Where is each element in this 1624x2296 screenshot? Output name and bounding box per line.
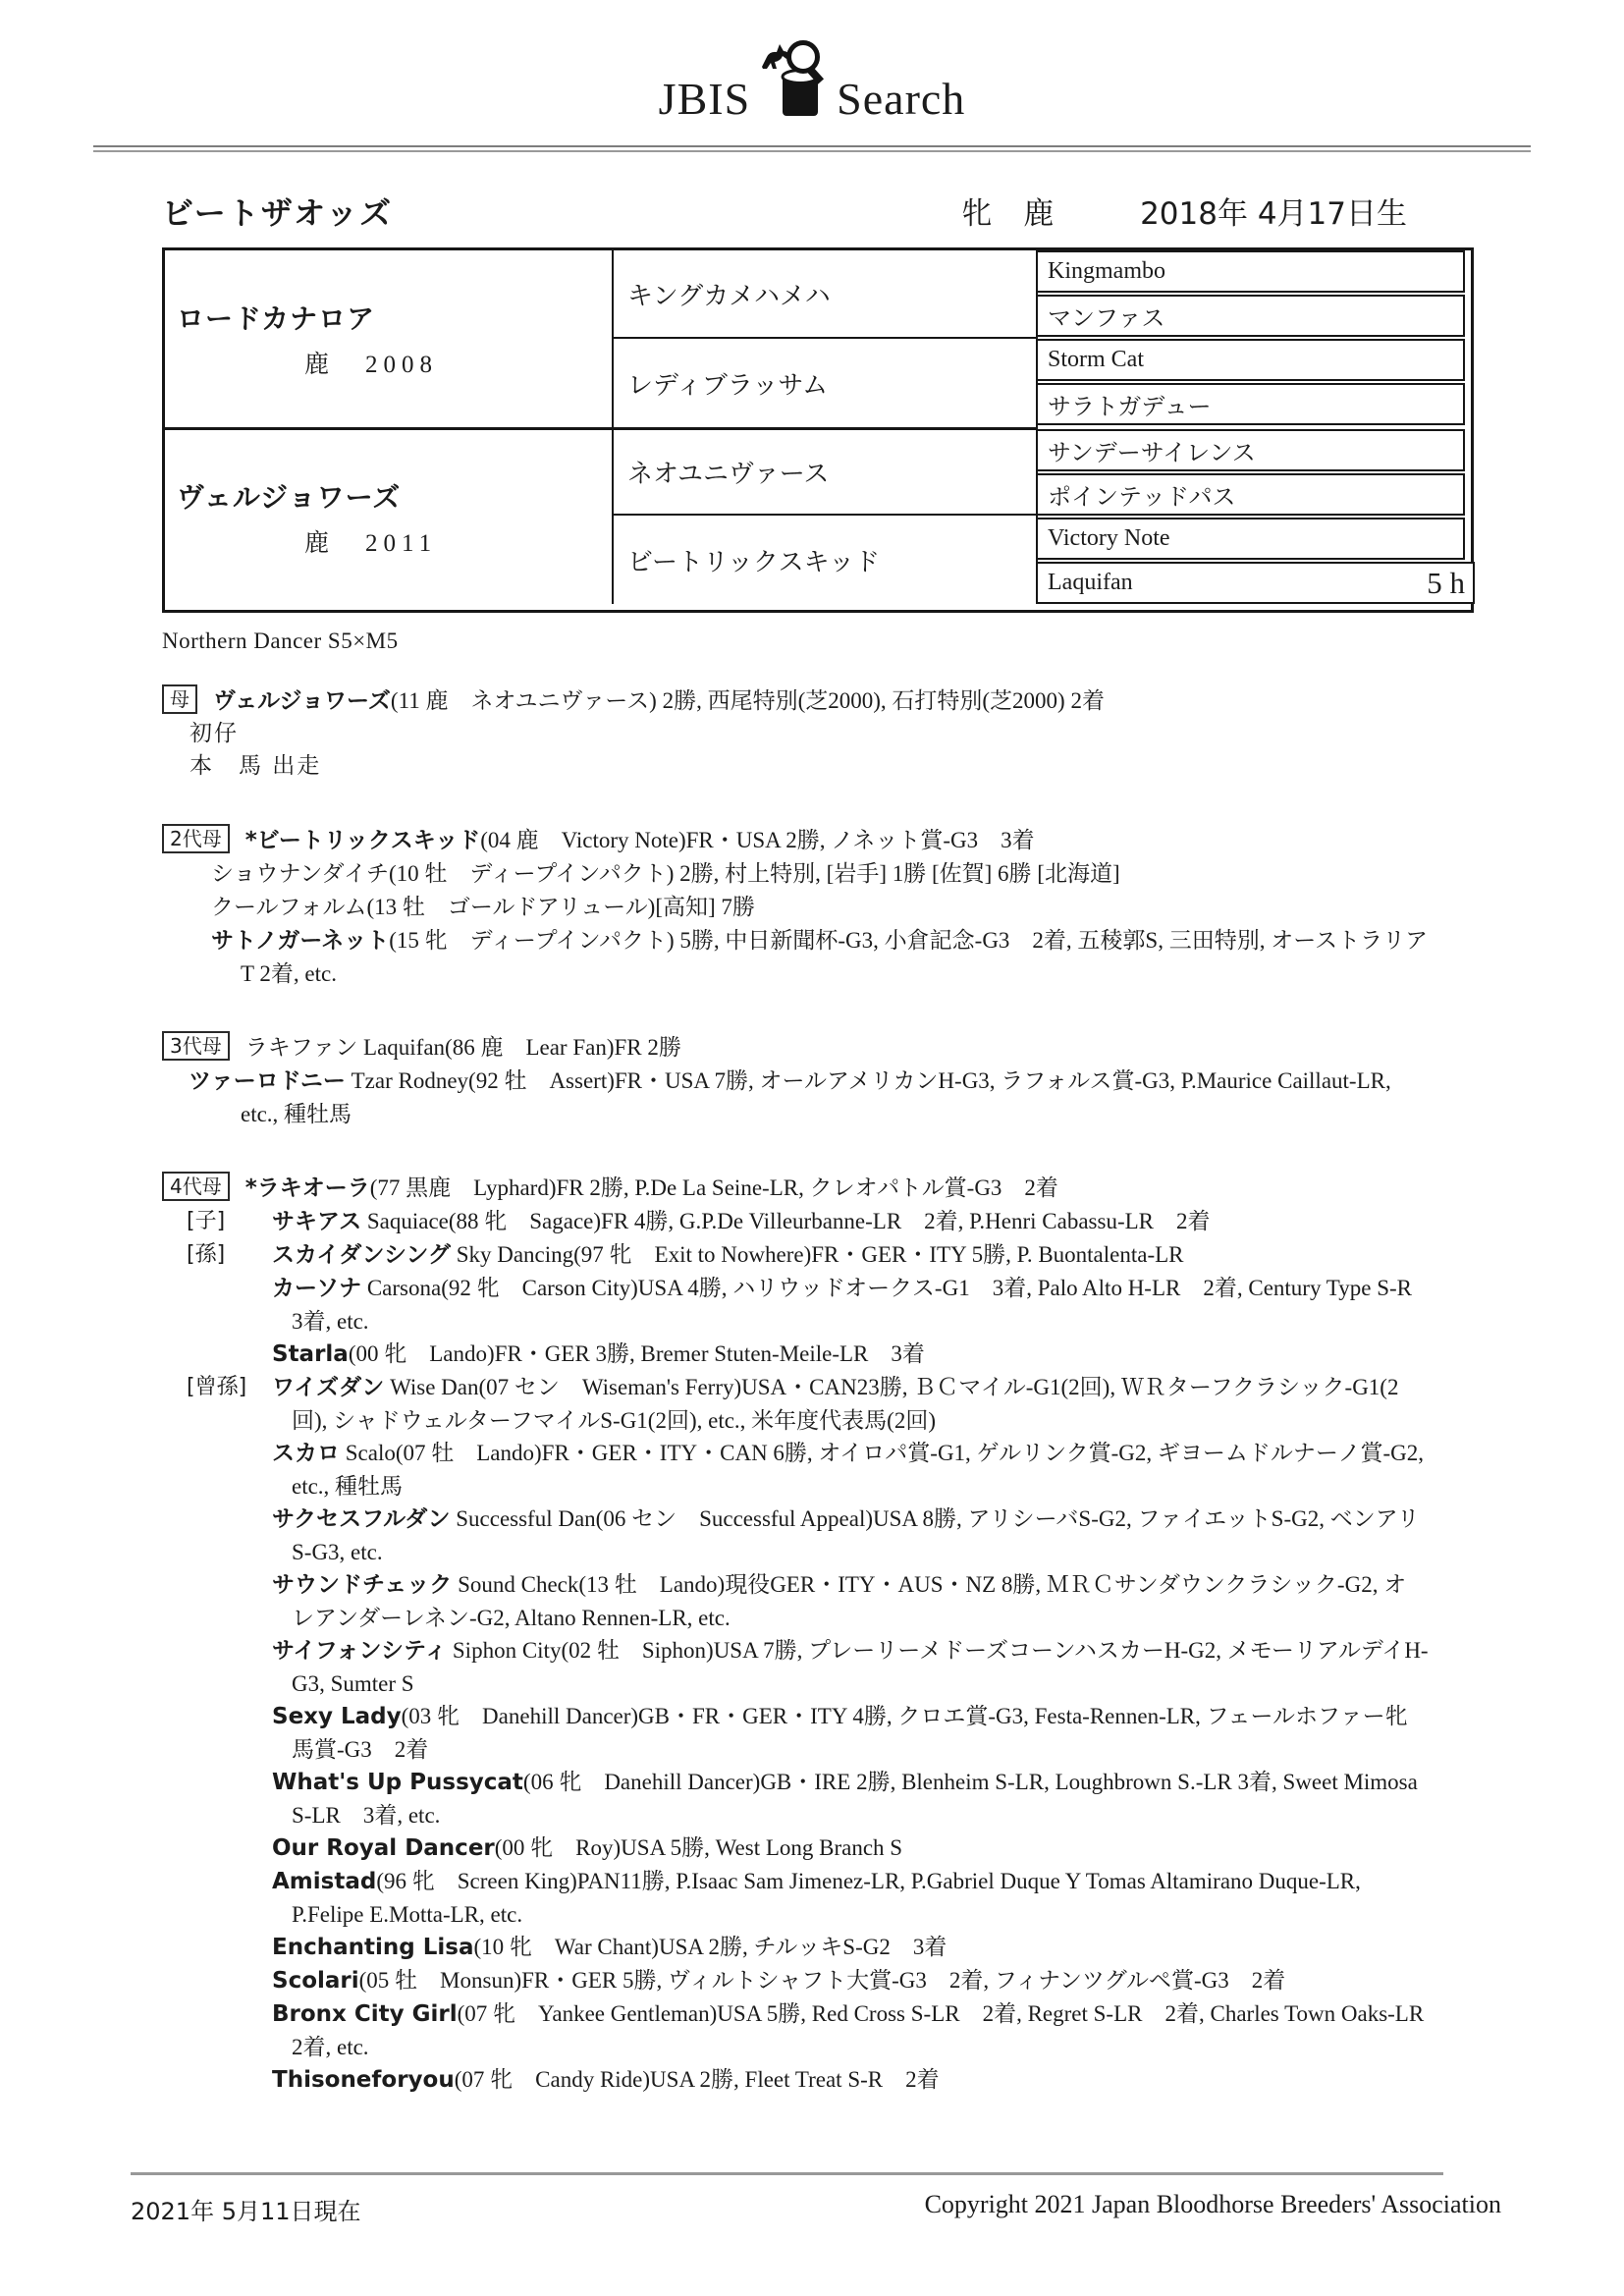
page-note: 5 h <box>1427 565 1465 600</box>
sire-detail: 鹿 2008 <box>304 352 439 378</box>
generation-label: [曾孫] <box>187 1375 247 1399</box>
birth-date: 2018年 4月17日生 <box>1140 196 1407 232</box>
progeny-entry: Our Royal Dancer(00 牝 Roy)USA 5勝, West Long Branch S <box>272 1835 903 1861</box>
jbis-search-logo <box>659 37 966 128</box>
progeny-entry: What's Up Pussycat(06 牝 Danehill Dancer)GB・IRE 2勝, Blenheim S-LR, Loughbrown S.-LR 3着, Sweet Mimosa S-LR 3着, etc. <box>272 1770 1418 1828</box>
dam-detail: 鹿 2011 <box>304 529 438 557</box>
progeny-entry: Amistad(96 牝 Screen King)PAN11勝, P.Isaac Sam Jimenez-LR, P.Gabriel Duque Y Tomas Altamirano Duque-LR, P.Felipe E.Motta-LR, etc. <box>272 1869 1361 1927</box>
gg-cell: マンファス <box>1036 295 1465 337</box>
sire-sire-cell: キングカメハメハ <box>614 250 1038 339</box>
progeny-entry: Bronx City Girl(07 牝 Yankee Gentleman)USA 5勝, Red Cross S-LR 2着, Regret S-LR 2着, Charles Town Oaks-LR 2着, etc. <box>272 2001 1447 2059</box>
title-row <box>162 189 1468 234</box>
generation-label: [孫] <box>187 1242 226 1267</box>
progeny-entry: サイフォンシティ Siphon City(02 牡 Siphon)USA 7勝, プレーリーメドーズコーンハスカーH-G2, メモーリアルデイH-G3, Sumter S <box>272 1638 1429 1696</box>
progeny-entry: Scolari(05 牡 Monsun)FR・GER 5勝, ヴィルトシャフト大賞-G3 2着, フィナンツグルペ賞-G3 2着 <box>272 1968 1286 1994</box>
dam-dam-cell: ビートリックスキッド <box>614 516 1038 604</box>
gg-name: Laquifan <box>1048 570 1133 595</box>
progeny-entry: クールフォルム(13 牡 ゴールドアリュール)[高知] 7勝 <box>211 895 755 919</box>
great-granddam-label-box: 3代母 <box>162 1031 230 1061</box>
dam-entry: 母 ヴェルジョワーズ(11 鹿 ネオユニヴァース) 2勝, 西尾特別(芝2000), 石打特別(芝2000) 2着 <box>162 684 1429 718</box>
gg-cell: Kingmambo <box>1036 250 1465 293</box>
progeny-entry: [孫] スカイダンシング Sky Dancing(97 牝 Exit to Nowhere)FR・GER・ITY 5勝, P. Buontalenta-LR <box>162 1238 1429 1272</box>
section-dam <box>162 684 1429 783</box>
pedigree-table <box>162 247 1474 613</box>
dam-name: ヴェルジョワーズ <box>177 480 402 514</box>
section-gg-granddam <box>162 1172 1447 2097</box>
horse-name: ビートザオッズ <box>162 194 394 232</box>
gg-cell: ポインテッドパス <box>1036 473 1465 516</box>
dam-sire-cell: ネオユニヴァース <box>614 427 1038 516</box>
gg-granddam-label-box: 4代母 <box>162 1172 230 1201</box>
progeny-entry: ツァーロドニー Tzar Rodney(92 牡 Assert)FR・USA 7勝, オールアメリカンH-G3, ラフォルス賞-G3, P.Maurice Caillaut-LR, etc., 種牡馬 <box>189 1068 1391 1126</box>
progeny-entry: スカロ Scalo(07 牡 Lando)FR・GER・ITY・CAN 6勝, オイロパ賞-G1, ゲルリンク賞-G2, ギヨームドルナーノ賞-G2, etc., 種牡馬 <box>272 1441 1424 1499</box>
footer-rule <box>131 2172 1443 2175</box>
granddam-entry: 2代母 *ビートリックスキッド(04 鹿 Victory Note)FR・USA 2勝, ノネット賞-G3 3着 <box>162 824 1429 857</box>
coat-label: 鹿 <box>1023 196 1055 232</box>
progeny-entry: サトノガーネット(15 牝 ディープインパクト) 5勝, 中日新聞杯-G3, 小倉記念-G3 2着, 五稜郭S, 三田特別, オーストラリアT 2着, etc. <box>211 928 1429 986</box>
gg-cell: サラトガデュー <box>1036 383 1465 425</box>
granddam-label-box: 2代母 <box>162 824 230 853</box>
progeny-entry: [子] サキアス Saquiace(88 牝 Sagace)FR 4勝, G.P.De Villeurbanne-LR 2着, P.Henri Cabassu-LR 2着 <box>162 1205 1429 1238</box>
jbis-logo-icon <box>756 37 835 128</box>
progeny-entry: サウンドチェック Sound Check(13 牡 Lando)現役GER・ITY・AUS・NZ 8勝, ＭＲＣサンダウンクラシック-G2, オレアンダーレネン-G2, Altano Rennen-LR, etc. <box>272 1572 1407 1630</box>
great-granddam-entry: 3代母 ラキファン Laquifan(86 鹿 Lear Fan)FR 2勝 <box>162 1031 1429 1065</box>
magnifier-icon <box>789 43 818 72</box>
progeny-entry: Thisoneforyou(07 牝 Candy Ride)USA 2勝, Fleet Treat S-R 2着 <box>272 2067 940 2093</box>
jbis-header <box>0 37 1624 128</box>
logo-text-search: Search <box>837 74 966 124</box>
logo-text-jbis: JBIS <box>658 74 751 124</box>
generation-label: [子] <box>187 1209 226 1233</box>
horse-icon <box>762 44 789 69</box>
progeny-entry: [曾孫] ワイズダン Wise Dan(07 セン Wiseman's Ferry)USA・CAN23勝, ＢＣマイル-G1(2回), ＷＲターフクラシック-G1(2回), シャドウェルターフマイルS-G1(2回), etc., 米年度代表馬(2回) <box>162 1371 1429 1437</box>
header-rule <box>93 145 1531 152</box>
sire-name: ロードカナロア <box>177 302 376 335</box>
progeny-entry: ショウナンダイチ(10 牡 ディープインパクト) 2勝, 村上特別, [岩手] 1勝 [佐賀] 6勝 [北海道] <box>211 861 1120 886</box>
horse-profile <box>961 189 1468 233</box>
gg-cell: サンデーサイレンス <box>1036 429 1465 471</box>
progeny-entry: Starla(00 牝 Lando)FR・GER 3勝, Bremer Stuten-Meile-LR 3着 <box>272 1341 925 1367</box>
pedigree-notes <box>162 625 1447 2097</box>
sex-label: 牝 <box>961 196 993 232</box>
progeny-entry: Sexy Lady(03 牝 Danehill Dancer)GB・FR・GER・ITY 4勝, クロエ賞-G3, Festa-Rennen-LR, フェールホファー牝馬賞-G3 2着 <box>272 1704 1408 1762</box>
inbreeding-note: Northern Dancer S5×M5 <box>162 629 399 653</box>
section-granddam <box>162 824 1429 990</box>
dam-note: 初仔 <box>189 721 239 746</box>
progeny-entry: サクセスフルダン Successful Dan(06 セン Successful Appeal)USA 8勝, アリシーバS-G2, ファイエットS-G2, ベンアリS-G3, etc. <box>272 1506 1420 1564</box>
progeny-entry: カーソナ Carsona(92 牝 Carson City)USA 4勝, ハリウッドオークス-G1 3着, Palo Alto H-LR 2着, Century Type S-R 3着, etc. <box>272 1276 1435 1334</box>
gg-cell: Storm Cat <box>1036 339 1465 381</box>
dam-cell <box>165 427 614 604</box>
gg-granddam-entry: 4代母 *ラキオーラ(77 黒鹿 Lyphard)FR 2勝, P.De La Seine-LR, クレオパトル賞-G3 2着 <box>162 1172 1429 1205</box>
dam-label-box: 母 <box>162 684 197 714</box>
footer-copyright: Copyright 2021 Japan Bloodhorse Breeders' Association <box>924 2190 1501 2218</box>
progeny-entry: Enchanting Lisa(10 牝 War Chant)USA 2勝, チルッキS-G2 3着 <box>272 1935 947 1960</box>
sire-dam-cell: レディブラッサム <box>614 339 1038 427</box>
gg-cell <box>1036 562 1475 604</box>
dam-note: 本 馬 出走 <box>189 753 322 779</box>
section-great-granddam <box>162 1031 1429 1130</box>
footer-date: 2021年 5月11日現在 <box>131 2198 361 2225</box>
gg-cell: Victory Note <box>1036 518 1465 560</box>
sire-cell <box>165 250 614 427</box>
